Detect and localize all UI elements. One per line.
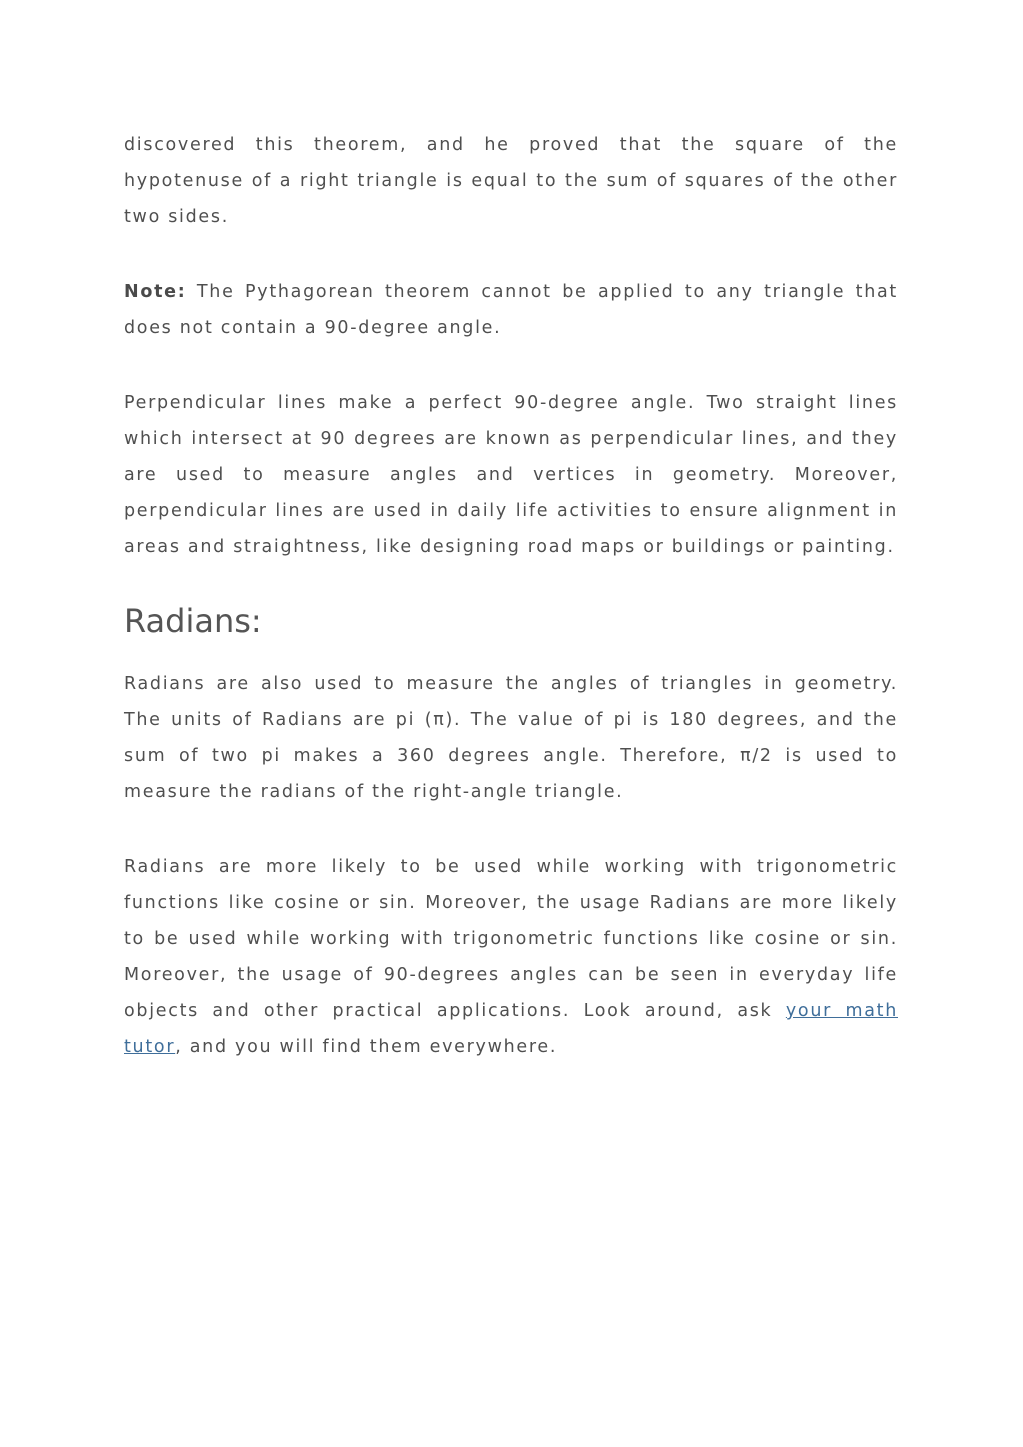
document-page [124, 127, 898, 1065]
paragraph-radians-usage [124, 849, 898, 1065]
paragraph-note [124, 274, 898, 346]
note-label: Note: [124, 282, 187, 302]
note-text: The Pythagorean theorem cannot be applied to any triangle that does not contain a 90-degree angle. [124, 282, 898, 338]
paragraph-radians-definition: Radians are also used to measure the angles of triangles in geometry. The units of Radians are pi (π). The value of pi is 180 degrees, and the sum of two pi makes a 360 degrees angle. Therefore, π/2 is used to measure the radians of the right-angle triangle. [124, 674, 898, 802]
paragraph-pythagoras-intro: discovered this theorem, and he proved that the square of the hypotenuse of a right triangle is equal to the sum of squares of the other two sides. [124, 135, 898, 227]
radians-usage-text: Radians are more likely to be used while working with trigonometric functions like cosine or sin. Moreover, the usage Radians are more likely to be used while working with trigonometric functions like cosine or sin. Moreover, the usage of 90-degrees angles can be seen in everyday life objects and other practical applications. Look around, ask [124, 857, 898, 1021]
paragraph-perpendicular-lines: Perpendicular lines make a perfect 90-degree angle. Two straight lines which intersect at 90 degrees are known as perpendicular lines, and they are used to measure angles and vertices in geometry. Moreover, perpendicular lines are used in daily life activities to ensure alignment in areas and straightness, like designing road maps or buildings or painting. [124, 393, 898, 557]
math-tutor-link[interactable]: your math tutor [124, 1001, 898, 1057]
section-title-radians: Radians: [124, 602, 262, 640]
radians-usage-ending: , and you will find them everywhere. [175, 1037, 558, 1057]
